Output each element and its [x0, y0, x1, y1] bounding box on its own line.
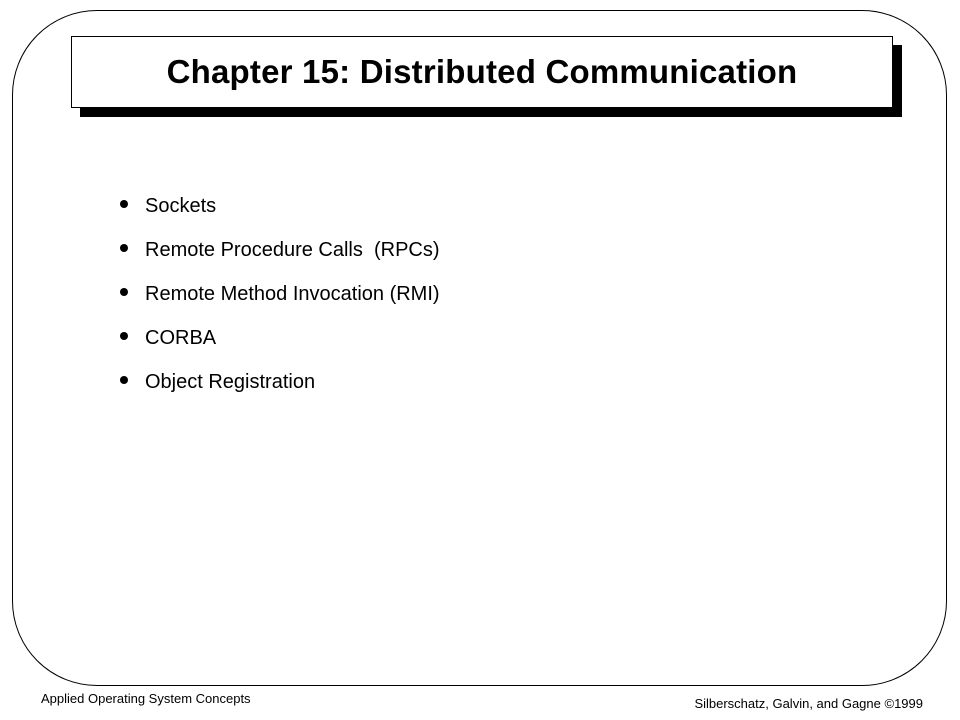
bullet-dot-icon [120, 244, 128, 252]
bullet-dot-icon [120, 288, 128, 296]
bullet-text: Remote Method Invocation (RMI) [145, 282, 440, 305]
footer-copyright: Silberschatz, Galvin, and Gagne ©1999 [694, 696, 923, 711]
title-box [71, 36, 893, 108]
bullet-item-object-registration [120, 360, 440, 404]
bullet-text: Remote Procedure Calls (RPCs) [145, 238, 440, 261]
bullet-dot-icon [120, 376, 128, 384]
bullet-item-rpc [120, 228, 440, 272]
bullet-text: CORBA [145, 326, 217, 349]
bullet-text: Sockets [145, 194, 217, 217]
bullet-item-corba [120, 316, 440, 360]
bullet-dot-icon [120, 332, 128, 340]
slide-title: Chapter 15: Distributed Communication [166, 53, 798, 90]
bullet-item-sockets [120, 184, 440, 228]
bullet-item-rmi [120, 272, 440, 316]
bullet-dot-icon [120, 200, 128, 208]
bullet-list [120, 184, 440, 404]
footer-book-title: Applied Operating System Concepts [41, 691, 251, 706]
bullet-text: Object Registration [145, 370, 316, 393]
